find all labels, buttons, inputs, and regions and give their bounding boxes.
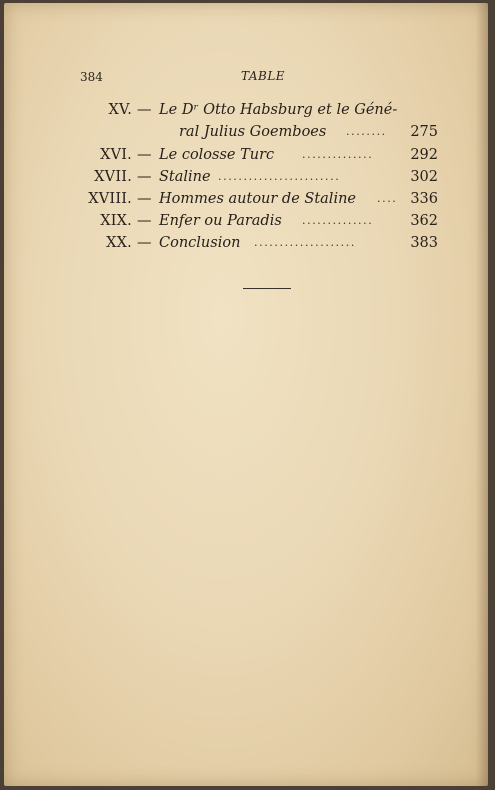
page-ref: 275	[410, 124, 438, 140]
leader-dots: ........................	[218, 170, 341, 183]
toc-entry	[4, 144, 488, 166]
dash: —	[137, 147, 152, 163]
chapter-number: XVII.	[94, 169, 132, 185]
running-head: TABLE	[241, 69, 286, 83]
leader-dots: ........	[346, 125, 387, 138]
dash: —	[137, 213, 152, 229]
page-ref: 292	[410, 147, 438, 163]
dash: —	[137, 235, 152, 251]
leader-dots: ..............	[302, 148, 374, 161]
chapter-title: Conclusion	[159, 235, 241, 251]
chapter-title: Le colosse Turc	[159, 147, 275, 163]
dash: —	[137, 191, 152, 207]
leader-dots: ....	[377, 192, 398, 205]
toc-entry	[4, 166, 488, 188]
page-number: 384	[80, 70, 103, 84]
chapter-number: XX.	[106, 235, 132, 251]
page-ref: 362	[410, 213, 438, 229]
toc-entry	[4, 232, 488, 254]
toc-entry	[4, 188, 488, 210]
chapter-number: XV.	[108, 102, 132, 118]
chapter-title: Le Dʳ Otto Habsburg et le Géné-	[159, 102, 398, 118]
chapter-title-continued: ral Julius Goemboes	[179, 124, 327, 140]
chapter-title: Enfer ou Paradis	[159, 213, 282, 229]
chapter-number: XVI.	[100, 147, 132, 163]
chapter-number: XVIII.	[88, 191, 132, 207]
toc-entry-continuation	[4, 121, 488, 143]
chapter-number: XIX.	[100, 213, 132, 229]
dash: —	[137, 102, 152, 118]
book-page	[4, 3, 488, 786]
page-ref: 302	[410, 169, 438, 185]
toc-entry	[4, 210, 488, 232]
leader-dots: ....................	[254, 236, 356, 249]
page-ref: 336	[410, 191, 438, 207]
toc-entry	[4, 99, 488, 121]
leader-dots: ..............	[302, 214, 374, 227]
chapter-title: Hommes autour de Staline	[159, 191, 356, 207]
page-ref: 383	[410, 235, 438, 251]
dash: —	[137, 169, 152, 185]
end-rule	[243, 288, 291, 289]
chapter-title: Staline	[159, 169, 211, 185]
